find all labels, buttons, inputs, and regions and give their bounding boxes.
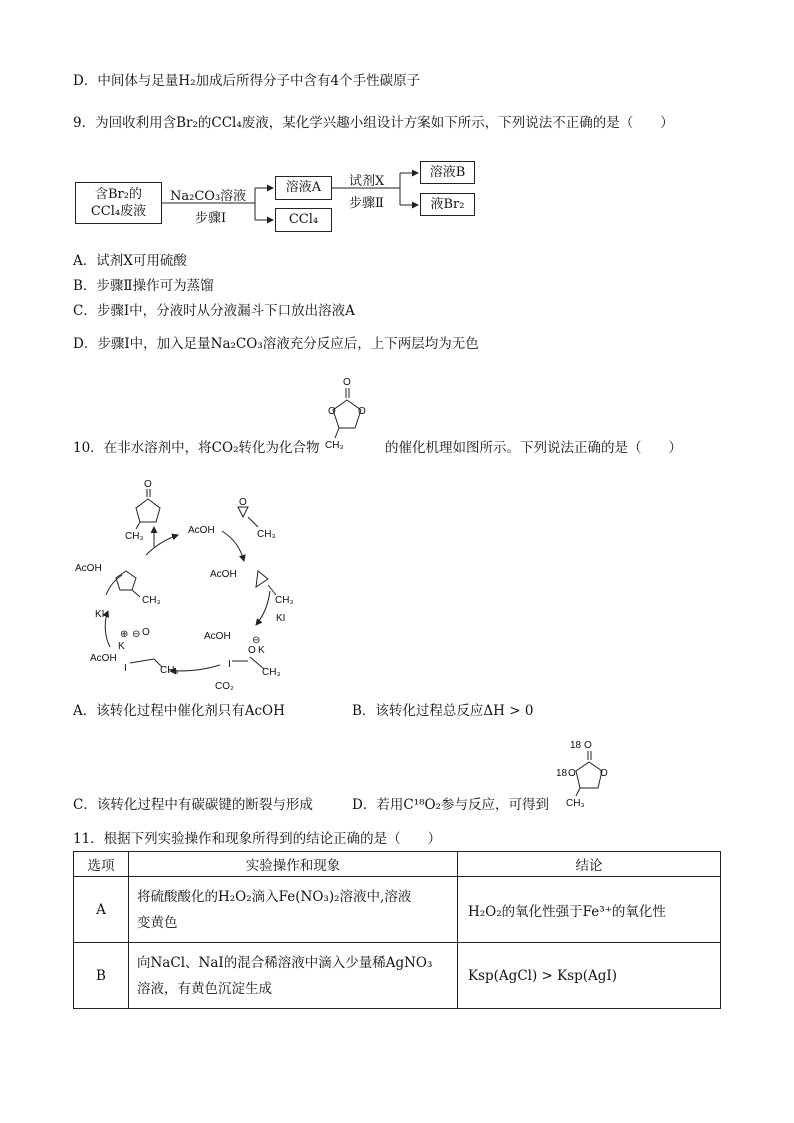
mech-acoh-5: AcOH — [75, 563, 102, 574]
mech-ch3-2: CH₃ — [262, 667, 281, 678]
q10-option-d: D．若用C¹⁸O₂参与反应，可得到 — [352, 797, 549, 813]
row-a-operation — [129, 877, 458, 943]
struct-o-left: O — [328, 406, 336, 417]
flow-arrows — [0, 0, 794, 260]
q11-stem: 11．根据下列实验操作和现象所得到的结论正确的是（ ） — [73, 831, 442, 847]
q9-stem: 9．为回收利用含Br₂的CCl₄废液，某化学兴趣小组设计方案如下所示，下列说法不正确的是（ ） — [73, 115, 674, 131]
struct-o-top: O — [343, 377, 351, 388]
mech-i2: I — [124, 663, 127, 674]
cyclic-carbonate-structure — [325, 372, 385, 457]
flow-reagent2: 试剂X — [349, 174, 385, 189]
flow-box-a: 溶液A — [275, 176, 332, 200]
label-o-top: O — [584, 740, 592, 751]
mech-epox-ch3: CH₃ — [257, 529, 276, 540]
mech-ki-in: KI — [276, 613, 286, 624]
mech-prod-o: O — [144, 479, 152, 490]
q9-option-a: A．试剂X可用硫酸 — [73, 253, 187, 269]
mech-prod-ch3: CH₃ — [125, 531, 144, 542]
q10-option-b: B．该转化过程总反应ΔH > 0 — [352, 703, 534, 719]
row-a-conclusion: H₂O₂的氧化性强于Fe³⁺的氧化性 — [458, 877, 721, 943]
row-b-op-line2: 溶液，有黄色沉淀生成 — [137, 980, 272, 997]
row-b-operation — [129, 943, 458, 1009]
mech-ch3-4: CH₃ — [142, 595, 161, 606]
mech-ki-out: KI — [95, 609, 105, 620]
label18-top: 18 — [570, 740, 582, 751]
label-o-left: O — [568, 768, 576, 779]
header-operation: 实验操作和现象 — [129, 852, 458, 877]
q8-option-d: D．中间体与足量H₂加成后所得分子中含有4个手性碳原子 — [73, 73, 421, 89]
mech-acoh-2: AcOH — [210, 569, 237, 580]
flow-start-line1: 含Br₂的 — [95, 187, 142, 202]
row-a-op-line2: 变黄色 — [137, 914, 178, 931]
flow-step1: 步骤Ⅰ — [195, 211, 227, 226]
table-row — [74, 943, 721, 1009]
flow-start-line2: CCl₄废液 — [90, 204, 147, 219]
row-a-op-line1: 将硫酸酸化的H₂O₂滴入Fe(NO₃)₂溶液中,溶液 — [137, 888, 412, 905]
mech-acoh-4: AcOH — [90, 653, 117, 664]
labeled-carbonate-structure — [556, 736, 616, 811]
label-o-right: O — [600, 768, 608, 779]
flow-reagent1: Na₂CO₃溶液 — [170, 189, 247, 204]
mech-co2: CO₂ — [215, 681, 234, 692]
mech-acoh-3: AcOH — [204, 631, 231, 642]
label18-left: 18 — [556, 768, 568, 779]
header-conclusion: 结论 — [458, 852, 721, 877]
label-ch3: CH₃ — [566, 798, 585, 809]
mech-minus: ⊖ — [252, 635, 261, 646]
table-header-row — [74, 852, 721, 877]
row-b-op-line1: 向NaCl、NaI的混合稀溶液中滴入少量稀AgNO₃ — [137, 954, 433, 971]
q9-option-d: D．步骤Ⅰ中，加入足量Na₂CO₃溶液充分反应后，上下两层均为无色 — [73, 336, 479, 352]
flow-box-b: 溶液B — [420, 161, 475, 184]
flow-box-br2: 液Br₂ — [420, 193, 475, 216]
mech-i1: I — [228, 659, 231, 670]
q10-option-a: A．该转化过程中催化剂只有AcOH — [73, 703, 285, 719]
row-a-option: A — [74, 877, 129, 943]
struct-o-right: O — [358, 406, 366, 417]
mech-k2: K — [118, 641, 125, 652]
q9-option-b: B．步骤Ⅱ操作可为蒸馏 — [73, 278, 214, 294]
header-option: 选项 — [74, 852, 129, 877]
mech-epox2-ch3: CH₃ — [275, 595, 294, 606]
catalytic-cycle-diagram — [70, 475, 300, 695]
mech-epox-o: O — [239, 497, 247, 508]
table-row — [74, 877, 721, 943]
row-b-option: B — [74, 943, 129, 1009]
q10-stem-before: 10．在非水溶剂中，将CO₂转化为化合物 — [73, 440, 320, 456]
flow-step2: 步骤Ⅱ — [349, 196, 384, 211]
mech-o-carb: O — [142, 627, 150, 638]
mech-acoh-1: AcOH — [188, 525, 215, 536]
q9-option-c: C．步骤Ⅰ中，分液时从分液漏斗下口放出溶液A — [73, 303, 355, 319]
flow-box-ccl4: CCl₄ — [275, 208, 332, 232]
mech-minus-2: ⊖ — [132, 629, 141, 640]
mech-o-k: O — [248, 645, 256, 656]
q10-option-c: C．该转化过程中有碳碳键的断裂与形成 — [73, 797, 313, 813]
row-b-conclusion: Ksp(AgCl) > Ksp(AgI) — [458, 943, 721, 1009]
mech-ch3-3: CH₃ — [160, 665, 179, 676]
q11-table — [73, 851, 721, 1009]
mech-k1: K — [258, 645, 265, 656]
struct-ch3: CH₃ — [325, 440, 344, 451]
mech-plus: ⊕ — [120, 629, 129, 640]
q10-stem-after: 的催化机理如图所示。下列说法正确的是（ ） — [385, 440, 682, 456]
